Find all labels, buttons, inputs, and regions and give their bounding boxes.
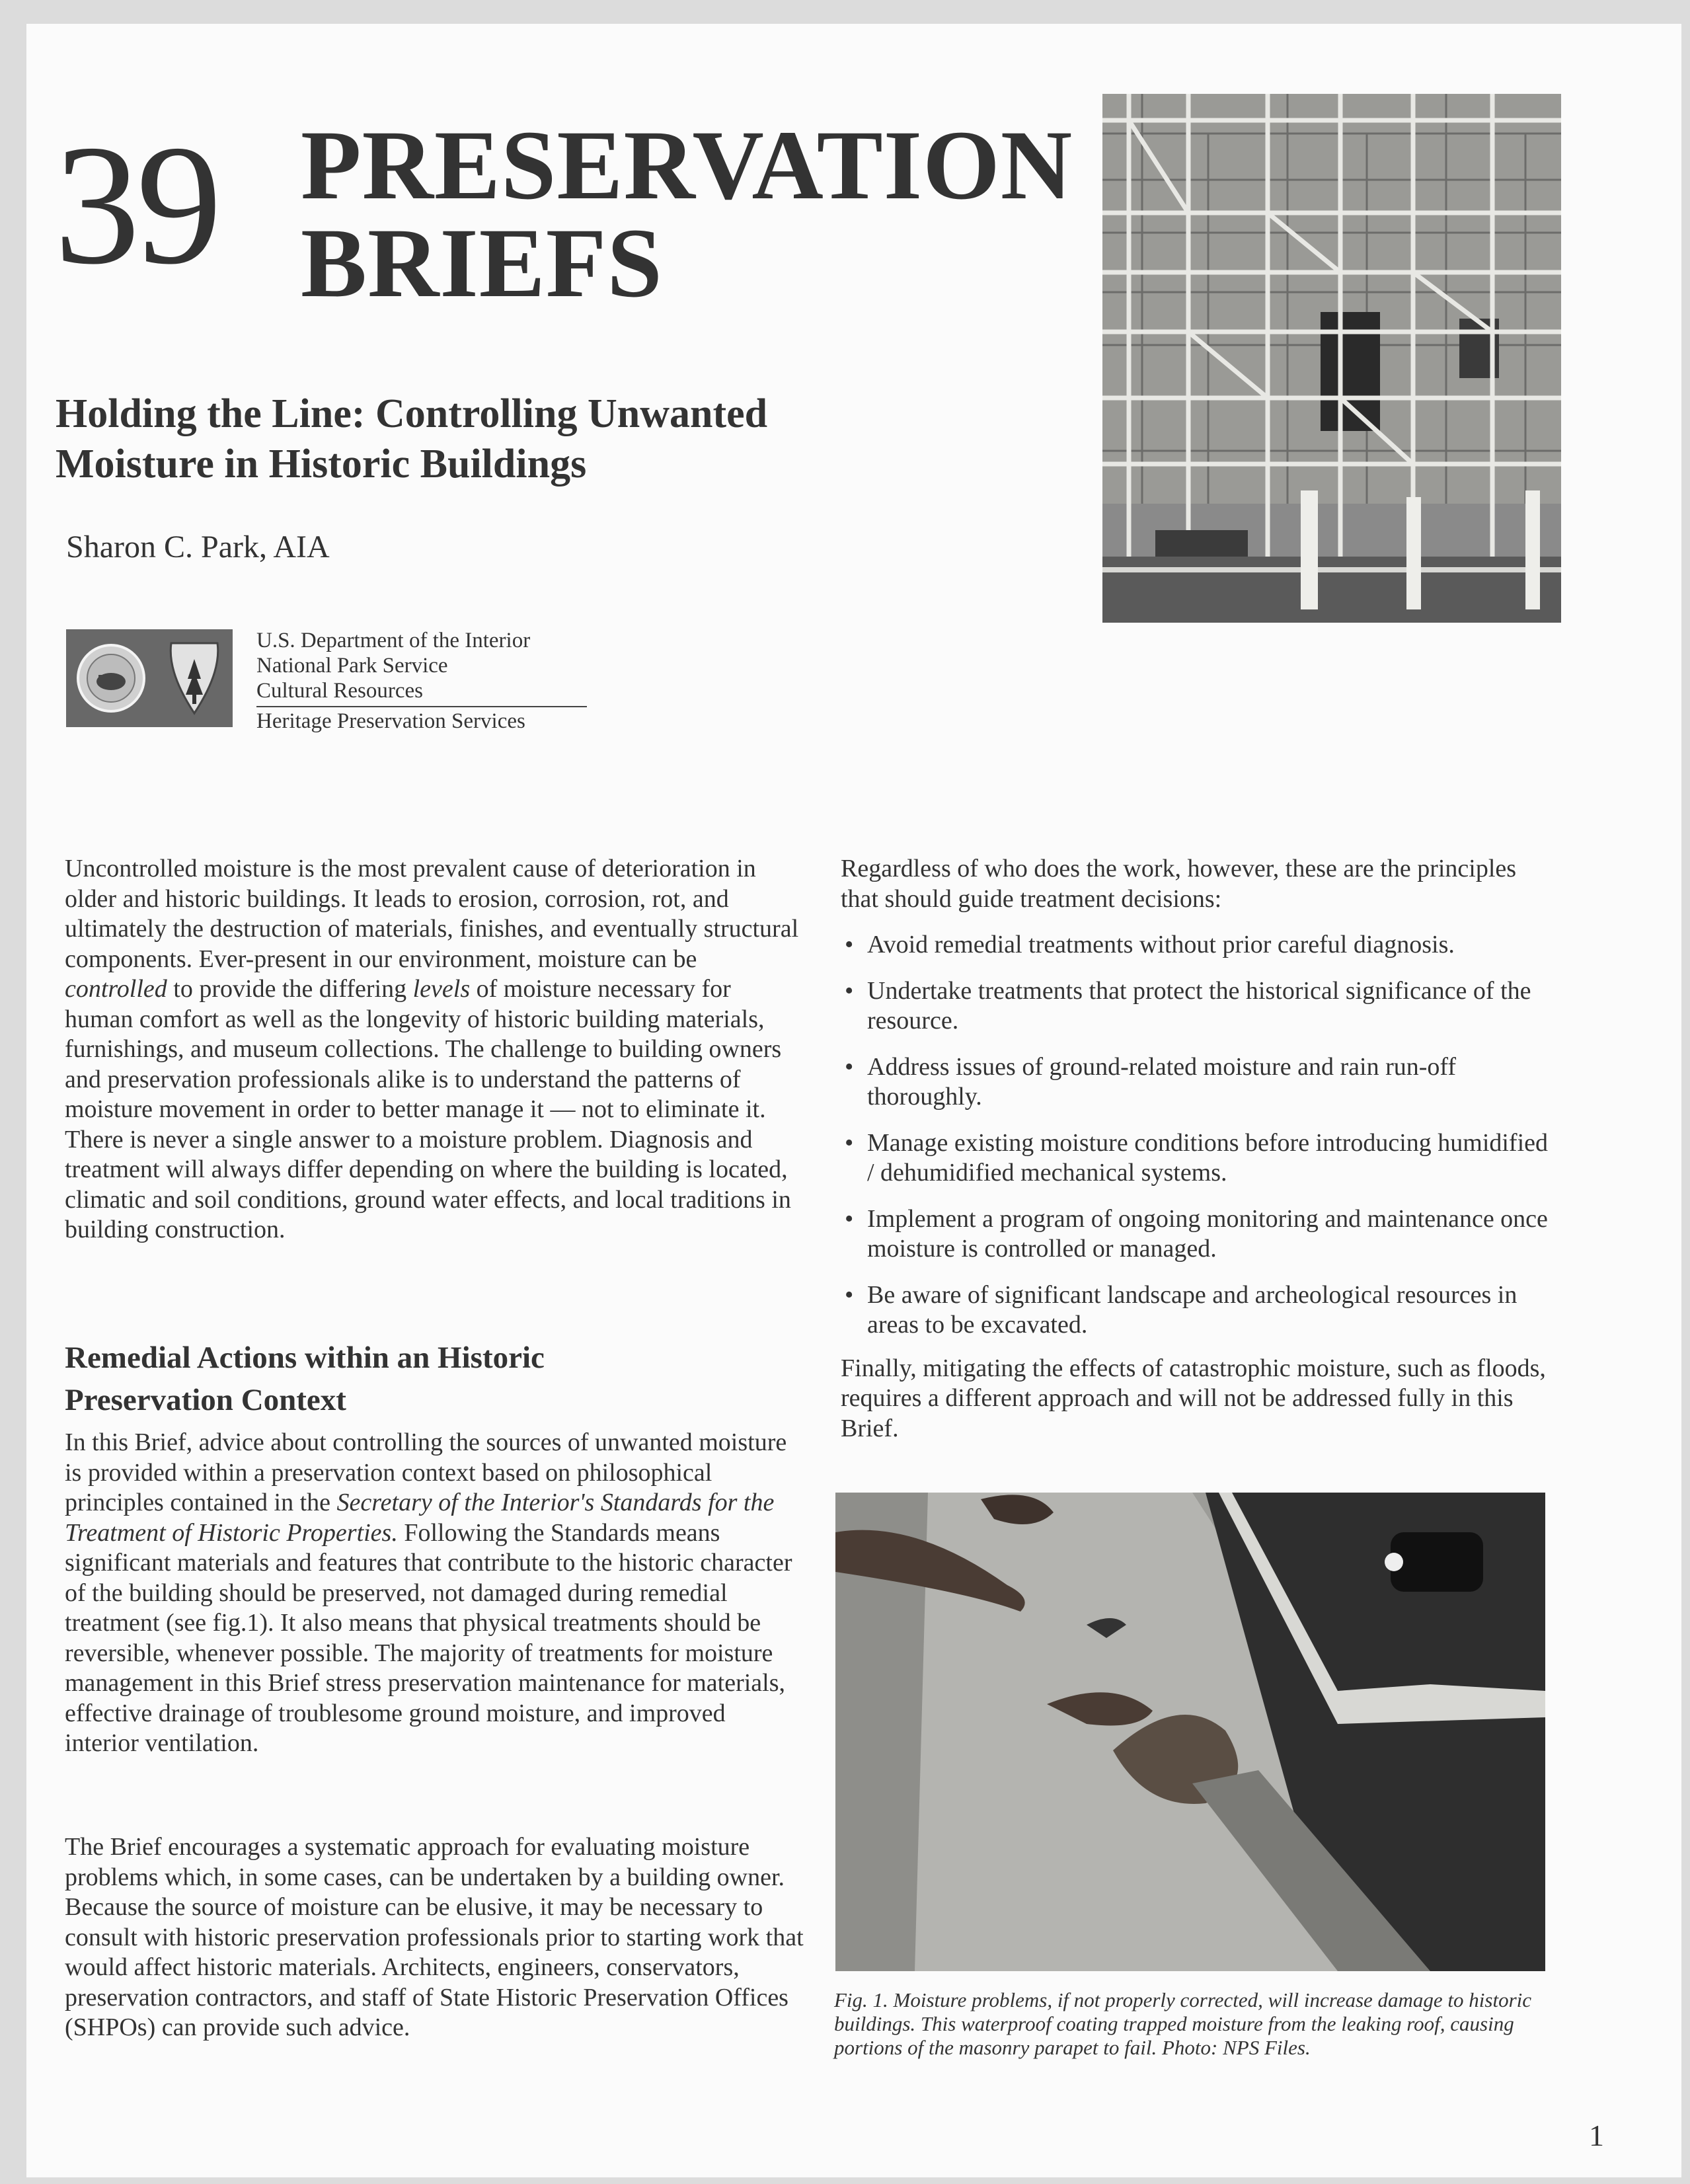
- section-heading-line2: Preservation Context: [65, 1383, 346, 1417]
- intro-emphasis-levels: levels: [412, 975, 471, 1003]
- brief-title: [56, 389, 915, 489]
- series-title-line2: BRIEFS: [301, 208, 663, 318]
- scaffolding-photo: [1102, 94, 1561, 623]
- section-paragraph-1: [65, 1428, 805, 1759]
- principles-closing: Finally, mitigating the effects of catastrophic moisture, such as floods, requires a different approach and will not be addressed fully in this Brief.: [841, 1354, 1546, 1442]
- figure-caption: Fig. 1. Moisture problems, if not properly corrected, will increase damage to historic buildings. This waterproof coating trapped moisture from the leaking roof, causing portions of the masonry parapet to fail. Photo: NPS Files.: [834, 1988, 1532, 2059]
- series-title-line1: PRESERVATION: [301, 110, 1073, 220]
- series-title: [301, 110, 1073, 318]
- intro-text-1: Uncontrolled moisture is the most prevalent cause of deterioration in older and historic buildings. It leads to erosion, corrosion, rot, and ultimately the destruction of materials, finishes, and eventually structural components. Ever-present in our environment, moisture can be: [65, 855, 799, 973]
- intro-paragraph: [65, 854, 805, 1245]
- intro-text-2: to provide the differing: [167, 975, 413, 1003]
- brief-number: 39: [54, 110, 218, 300]
- intro-text-3: of moisture necessary for human comfort as well as the longevity of historic building materials, furnishings, and museum collections. The challenge to building owners and preservation professionals alike is to understand the patterns of moisture movement in order to better manage it — not to eliminate it. There is never a single answer to a moisture problem. Diagnosis and treatment will always differ depending on where the building is located, climatic and soil conditions, ground water effects, and local traditions in building construction.: [65, 975, 791, 1243]
- agency-program: Heritage Preservation Services: [256, 706, 587, 734]
- section-heading-line1: Remedial Actions within an Historic: [65, 1341, 545, 1375]
- section-text-2: Following the Standards means significant materials and features that contribute to the historic character of the building should be preserved, not damaged during remedial treatment (see fig.1). It also means that physical treatments should be reversible, whenever possible. The majority of treatments for moisture management in this Brief stress preservation maintenance for materials, effective drainage of troublesome ground moisture, and improved interior ventilation.: [65, 1518, 792, 1757]
- section-paragraph-2: [65, 1832, 805, 2043]
- section-heading: [65, 1337, 726, 1421]
- section-text-1: In this Brief, advice about controlling the sources of unwanted moisture is provided within a preservation context based on philosophical principles contained in the: [65, 1428, 787, 1516]
- page-number: 1: [1589, 2119, 1604, 2152]
- principles-intro: Regardless of who does the work, however, these are the principles that should guide treatment decisions:: [841, 855, 1517, 913]
- principles-list: [841, 930, 1555, 1341]
- arrowhead-emblem-icon: [165, 639, 224, 717]
- agency-logos: [66, 629, 233, 727]
- standards-citation: Secretary of the Interior's Standards for the Treatment of Historic Properties.: [65, 1489, 775, 1547]
- agency-block: [256, 628, 587, 734]
- principle-item: • Implement a program of ongoing monitoring and maintenance once moisture is controlled or managed.: [841, 1204, 1555, 1265]
- parapet-photo: [835, 1493, 1545, 1971]
- principle-item: • Manage existing moisture conditions before introducing humidified / dehumidified mechanical systems.: [841, 1128, 1555, 1189]
- principle-item: • Undertake treatments that protect the historical significance of the resource.: [841, 976, 1555, 1036]
- brief-title-line2: Moisture in Historic Buildings: [56, 442, 587, 487]
- agency-department: U.S. Department of the Interior: [256, 629, 531, 652]
- principle-item: • Avoid remedial treatments without prior careful diagnosis.: [841, 930, 1555, 960]
- agency-service: National Park Service: [256, 654, 448, 678]
- principle-item: • Be aware of significant landscape and archeological resources in areas to be excavated.: [841, 1280, 1555, 1341]
- department-seal-icon: [75, 642, 147, 715]
- section-text-3: The Brief encourages a systematic approach for evaluating moisture problems which, in some cases, can be undertaken by a building owner. Because the source of moisture can be elusive, it may be necessary to consult with historic preservation professionals prior to starting work that would affect historic materials. Architects, engineers, conservators, preservation contractors, and staff of State Historic Preservation Offices (SHPOs) can provide such advice.: [65, 1833, 804, 2041]
- agency-division: Cultural Resources: [256, 679, 424, 703]
- principles-column: [841, 854, 1555, 1444]
- brief-title-line1: Holding the Line: Controlling Unwanted: [56, 391, 768, 436]
- parapet-photo-image: [835, 1493, 1545, 1971]
- principle-item: • Address issues of ground-related moisture and rain run-off thoroughly.: [841, 1052, 1555, 1112]
- author: Sharon C. Park, AIA: [66, 529, 330, 565]
- scaffolding-photo-image: [1102, 94, 1561, 623]
- intro-emphasis-controlled: controlled: [65, 975, 167, 1003]
